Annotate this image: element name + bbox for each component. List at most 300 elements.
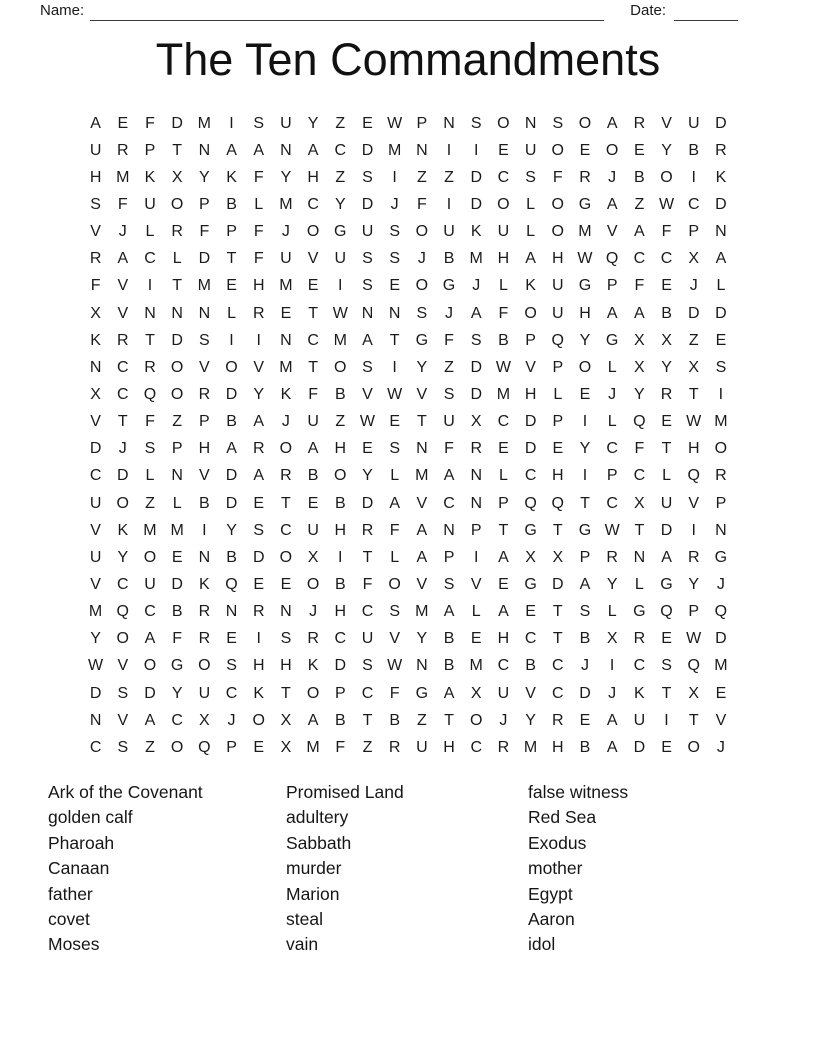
grid-cell: D — [470, 358, 482, 376]
grid-cell: A — [661, 548, 672, 566]
grid-cell: R — [388, 738, 401, 756]
grid-cell: Z — [444, 358, 454, 376]
grid-cell: Y — [117, 548, 129, 566]
grid-cell: F — [416, 195, 427, 213]
grid-cell: L — [172, 250, 182, 268]
grid-cell: G — [714, 548, 728, 566]
grid-cell: S — [470, 331, 482, 349]
grid-cell: R — [633, 630, 646, 648]
grid-cell: A — [117, 250, 129, 268]
grid-cell: X — [280, 711, 292, 729]
grid-cell: Q — [687, 467, 700, 485]
grid-cell: U — [524, 141, 537, 159]
grid-cell: C — [89, 738, 102, 756]
grid-cell: N — [89, 711, 102, 729]
grid-cell: W — [495, 358, 511, 376]
grid-cell: X — [199, 711, 210, 729]
grid-cell: P — [715, 494, 727, 512]
grid-cell: J — [118, 440, 127, 458]
grid-cell: L — [145, 467, 155, 485]
grid-cell: T — [362, 711, 373, 729]
grid-cell: L — [172, 494, 182, 512]
grid-cell: J — [281, 223, 290, 241]
grid-cell: A — [606, 114, 618, 132]
grid-cell: D — [715, 114, 727, 132]
grid-cell: B — [634, 168, 645, 186]
grid-cell: T — [281, 494, 291, 512]
name-label: Name: — [40, 2, 85, 19]
grid-cell: I — [202, 521, 207, 539]
grid-cell: Z — [688, 331, 699, 349]
grid-cell: D — [660, 521, 673, 539]
grid-cell: Y — [416, 630, 428, 648]
grid-cell: B — [661, 304, 672, 322]
grid-cell: D — [715, 304, 727, 322]
grid-cell: R — [144, 358, 156, 376]
grid-cell: C — [361, 603, 374, 621]
grid-cell: I — [664, 711, 669, 729]
grid-cell: D — [171, 575, 183, 593]
grid-cell: B — [334, 494, 346, 512]
grid-cell: E — [307, 494, 319, 512]
grid-cell: B — [525, 657, 536, 675]
grid-cell: K — [90, 331, 101, 349]
grid-cell: L — [607, 358, 617, 376]
grid-cell: R — [660, 385, 673, 403]
grid-cell: D — [633, 738, 646, 756]
grid-cell: Z — [145, 494, 155, 512]
grid-cell: R — [361, 521, 374, 539]
grid-cell: J — [608, 385, 617, 403]
grid-cell: O — [170, 195, 184, 213]
grid-cell: O — [143, 657, 157, 675]
grid-cell: O — [143, 548, 157, 566]
grid-cell: F — [172, 630, 183, 648]
grid-cell: W — [658, 195, 675, 213]
grid-cell: L — [526, 195, 536, 213]
grid-cell: F — [661, 223, 672, 241]
grid-cell: S — [525, 168, 536, 186]
word-list-item: father — [48, 883, 93, 904]
grid-cell: F — [634, 440, 645, 458]
grid-cell: O — [279, 548, 293, 566]
grid-cell: E — [226, 277, 237, 295]
grid-cell: C — [660, 250, 673, 268]
grid-cell: K — [715, 168, 727, 186]
grid-cell: L — [498, 277, 508, 295]
grid-cell: J — [445, 304, 454, 322]
grid-cell: A — [606, 195, 618, 213]
grid-cell: J — [689, 277, 698, 295]
grid-cell: J — [716, 575, 725, 593]
grid-cell: D — [470, 195, 482, 213]
grid-cell: E — [661, 413, 672, 431]
grid-cell: A — [470, 304, 482, 322]
grid-cell: Q — [143, 385, 157, 403]
grid-cell: N — [715, 223, 727, 241]
header-row — [40, 2, 738, 21]
grid-cell: M — [143, 521, 157, 539]
grid-cell: I — [582, 413, 588, 431]
grid-cell: C — [117, 575, 129, 593]
grid-cell: Z — [335, 114, 346, 132]
grid-cell: T — [117, 413, 128, 431]
grid-cell: M — [88, 603, 103, 621]
grid-cell: U — [416, 738, 428, 756]
grid-cell: S — [253, 114, 265, 132]
grid-cell: X — [470, 684, 482, 702]
grid-cell: U — [497, 223, 510, 241]
grid-cell: W — [332, 304, 348, 322]
grid-cell: O — [578, 358, 592, 376]
grid-cell: E — [498, 575, 509, 593]
grid-cell: A — [307, 440, 319, 458]
grid-cell: O — [497, 114, 510, 132]
grid-cell: C — [552, 657, 564, 675]
grid-cell: B — [443, 630, 455, 648]
grid-cell: E — [661, 630, 672, 648]
grid-cell: O — [170, 738, 184, 756]
grid-cell: T — [634, 521, 645, 539]
grid-cell: V — [416, 385, 428, 403]
word-list-item: adultery — [286, 807, 349, 828]
grid-cell: E — [661, 738, 672, 756]
grid-cell: G — [524, 521, 537, 539]
grid-cell: W — [577, 250, 593, 268]
grid-cell: M — [387, 141, 402, 159]
grid-cell: E — [579, 711, 591, 729]
grid-cell: Y — [334, 195, 346, 213]
grid-cell: E — [552, 440, 564, 458]
grid-cell: Z — [362, 738, 373, 756]
grid-cell: A — [253, 141, 265, 159]
grid-cell: O — [170, 385, 184, 403]
grid-cell: C — [443, 494, 455, 512]
grid-cell: M — [469, 250, 483, 268]
letter-grid — [82, 110, 735, 761]
grid-cell: E — [253, 494, 265, 512]
grid-cell: T — [145, 331, 155, 349]
grid-cell: D — [198, 250, 211, 268]
grid-cell: I — [473, 548, 479, 566]
grid-cell: M — [578, 223, 592, 241]
grid-cell: C — [280, 521, 292, 539]
grid-cell: S — [90, 195, 101, 213]
word-list-item: golden calf — [48, 807, 133, 828]
grid-cell: X — [552, 548, 564, 566]
grid-cell: T — [226, 250, 237, 268]
grid-cell: H — [497, 630, 510, 648]
grid-cell: Y — [226, 521, 237, 539]
grid-cell: A — [606, 738, 618, 756]
grid-cell: O — [334, 467, 347, 485]
grid-cell: X — [470, 413, 482, 431]
grid-cell: U — [307, 521, 319, 539]
grid-cell: C — [497, 657, 510, 675]
grid-cell: R — [497, 738, 510, 756]
grid-cell: I — [256, 331, 261, 349]
grid-cell: S — [552, 114, 564, 132]
grid-cell: Q — [198, 738, 211, 756]
grid-cell: E — [280, 304, 292, 322]
grid-cell: S — [470, 114, 482, 132]
grid-cell: Y — [253, 385, 265, 403]
grid-cell: T — [281, 684, 291, 702]
grid-cell: C — [144, 250, 156, 268]
grid-cell: X — [280, 738, 292, 756]
grid-cell: F — [90, 277, 101, 295]
grid-cell: E — [470, 630, 482, 648]
grid-cell: L — [607, 603, 617, 621]
grid-cell: N — [416, 657, 428, 675]
grid-cell: D — [117, 467, 129, 485]
grid-cell: X — [688, 684, 700, 702]
grid-cell: D — [524, 440, 537, 458]
grid-cell: T — [552, 630, 563, 648]
grid-cell: K — [307, 657, 319, 675]
grid-cell: O — [388, 575, 401, 593]
grid-cell: E — [226, 630, 237, 648]
grid-cell: V — [90, 223, 101, 241]
grid-cell: D — [361, 195, 374, 213]
grid-cell: H — [280, 657, 292, 675]
grid-cell: T — [308, 358, 318, 376]
grid-cell: F — [253, 250, 264, 268]
grid-cell: N — [416, 141, 428, 159]
grid-cell: E — [362, 114, 373, 132]
grid-cell: W — [686, 413, 702, 431]
grid-cell: T — [444, 711, 454, 729]
grid-cell: V — [90, 413, 101, 431]
grid-cell: M — [116, 168, 130, 186]
grid-cell: C — [524, 630, 537, 648]
grid-cell: F — [199, 223, 210, 241]
grid-cell: R — [117, 331, 129, 349]
grid-cell: W — [359, 413, 376, 431]
grid-cell: Q — [687, 657, 700, 675]
grid-cell: X — [307, 548, 319, 566]
grid-cell: O — [170, 358, 184, 376]
grid-cell: X — [661, 331, 672, 349]
grid-cell: C — [89, 467, 102, 485]
grid-cell: N — [89, 358, 102, 376]
grid-cell: L — [254, 195, 264, 213]
grid-cell: D — [687, 304, 700, 322]
grid-cell: W — [88, 657, 104, 675]
grid-cell: M — [197, 277, 211, 295]
grid-cell: H — [89, 168, 102, 186]
grid-cell: C — [307, 331, 319, 349]
grid-cell: V — [362, 385, 373, 403]
grid-cell: O — [714, 440, 728, 458]
grid-cell: H — [497, 250, 510, 268]
grid-cell: Z — [172, 413, 183, 431]
word-list-item: Ark of the Covenant — [48, 782, 203, 802]
grid-cell: U — [361, 223, 374, 241]
grid-cell: S — [362, 168, 373, 186]
grid-cell: N — [280, 331, 292, 349]
grid-cell: U — [361, 630, 374, 648]
word-list-item: Marion — [286, 883, 340, 904]
grid-cell: F — [389, 684, 400, 702]
word-list-item: mother — [528, 858, 583, 879]
grid-cell: R — [198, 385, 211, 403]
grid-cell: O — [605, 141, 619, 159]
grid-cell: V — [117, 277, 129, 295]
word-list-item: covet — [48, 909, 90, 930]
grid-cell: N — [171, 304, 183, 322]
word-list-item: Red Sea — [528, 807, 597, 828]
grid-cell: P — [552, 413, 564, 431]
grid-cell: K — [199, 575, 210, 593]
grid-cell: F — [634, 277, 645, 295]
grid-cell: B — [688, 141, 700, 159]
grid-cell: S — [579, 603, 591, 621]
grid-cell: H — [579, 304, 591, 322]
grid-cell: R — [89, 250, 102, 268]
grid-cell: R — [715, 467, 727, 485]
grid-cell: O — [306, 684, 320, 702]
grid-cell: O — [116, 494, 129, 512]
grid-cell: E — [307, 277, 319, 295]
grid-cell: L — [526, 223, 536, 241]
grid-cell: D — [579, 684, 591, 702]
word-list-item: Moses — [48, 934, 100, 955]
grid-cell: O — [252, 711, 265, 729]
grid-cell: F — [145, 114, 155, 132]
grid-cell: A — [443, 603, 455, 621]
grid-cell: E — [579, 141, 591, 159]
grid-cell: L — [498, 467, 508, 485]
grid-cell: E — [253, 738, 265, 756]
grid-cell: B — [498, 331, 509, 349]
date-label: Date: — [630, 2, 666, 19]
grid-cell: K — [470, 223, 482, 241]
grid-cell: N — [715, 521, 727, 539]
grid-cell: E — [525, 603, 536, 621]
grid-cell: U — [552, 277, 564, 295]
grid-cell: I — [609, 657, 615, 675]
grid-cell: F — [552, 168, 563, 186]
grid-cell: L — [471, 603, 481, 621]
grid-cell: A — [579, 575, 591, 593]
grid-cell: H — [307, 168, 319, 186]
grid-cell: C — [606, 440, 618, 458]
grid-cell: S — [362, 250, 373, 268]
grid-cell: L — [390, 548, 400, 566]
grid-cell: F — [117, 195, 128, 213]
grid-cell: V — [416, 575, 428, 593]
grid-cell: G — [578, 195, 592, 213]
grid-cell: L — [607, 413, 617, 431]
grid-cell: S — [199, 331, 210, 349]
grid-cell: C — [117, 385, 129, 403]
grid-cell: N — [198, 548, 211, 566]
grid-cell: G — [605, 331, 619, 349]
grid-cell: F — [389, 521, 400, 539]
grid-cell: E — [171, 548, 183, 566]
grid-cell: N — [524, 114, 537, 132]
grid-cell: E — [579, 385, 591, 403]
grid-cell: P — [606, 277, 618, 295]
grid-cell: V — [117, 711, 129, 729]
grid-cell: U — [89, 548, 102, 566]
grid-cell: A — [253, 467, 265, 485]
grid-cell: S — [661, 657, 672, 675]
grid-cell: Y — [579, 440, 591, 458]
grid-cell: D — [89, 684, 102, 702]
grid-cell: B — [226, 548, 237, 566]
grid-cell: E — [117, 114, 129, 132]
grid-cell: L — [145, 223, 155, 241]
grid-cell: R — [252, 304, 265, 322]
grid-cell: T — [661, 684, 672, 702]
grid-cell: P — [525, 331, 536, 349]
word-list-item: murder — [286, 858, 342, 879]
grid-cell: N — [633, 548, 646, 566]
grid-cell: C — [307, 195, 319, 213]
grid-cell: N — [443, 114, 455, 132]
grid-cell: U — [633, 711, 646, 729]
grid-cell: G — [415, 684, 429, 702]
grid-cell: M — [714, 657, 728, 675]
grid-cell: K — [117, 521, 129, 539]
grid-cell: X — [90, 304, 101, 322]
grid-cell: O — [497, 195, 510, 213]
grid-cell: F — [253, 168, 264, 186]
grid-cell: S — [280, 630, 292, 648]
grid-cell: M — [469, 657, 483, 675]
grid-cell: Q — [714, 603, 728, 621]
grid-cell: A — [253, 413, 265, 431]
word-list-item: idol — [528, 934, 556, 955]
grid-cell: S — [362, 277, 373, 295]
grid-cell: X — [634, 494, 645, 512]
grid-cell: F — [444, 440, 454, 458]
grid-cell: T — [389, 331, 400, 349]
grid-cell: F — [444, 331, 454, 349]
grid-cell: H — [687, 440, 700, 458]
word-list-item: Sabbath — [286, 832, 352, 853]
grid-cell: D — [171, 331, 183, 349]
grid-cell: S — [117, 684, 129, 702]
grid-cell: H — [252, 277, 265, 295]
grid-cell: M — [714, 413, 728, 431]
grid-cell: B — [226, 413, 237, 431]
grid-cell: Y — [416, 358, 428, 376]
grid-cell: S — [226, 657, 237, 675]
grid-cell: N — [280, 141, 292, 159]
grid-cell: V — [470, 575, 482, 593]
word-list-column — [528, 780, 628, 958]
grid-cell: R — [579, 168, 591, 186]
grid-cell: U — [443, 223, 455, 241]
grid-cell: P — [144, 141, 156, 159]
grid-cell: O — [551, 141, 564, 159]
grid-cell: I — [392, 168, 397, 186]
grid-cell: B — [199, 494, 210, 512]
grid-cell: A — [606, 711, 618, 729]
grid-cell: H — [198, 440, 211, 458]
grid-cell: E — [362, 440, 373, 458]
grid-cell: P — [552, 358, 564, 376]
grid-cell: C — [361, 684, 374, 702]
grid-cell: C — [470, 738, 482, 756]
grid-cell: P — [498, 494, 509, 512]
grid-cell: D — [470, 385, 482, 403]
grid-cell: V — [606, 223, 618, 241]
grid-cell: V — [307, 250, 319, 268]
